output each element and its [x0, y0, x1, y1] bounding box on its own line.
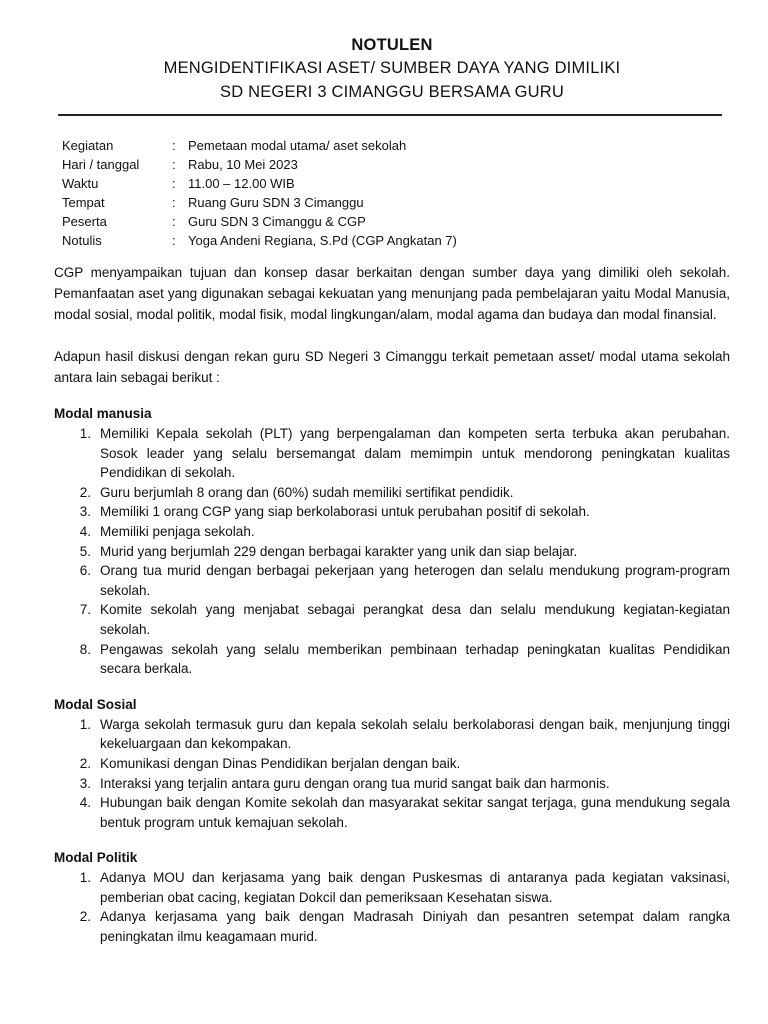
meta-label: Tempat — [62, 195, 105, 210]
list-item — [54, 542, 730, 562]
section-title: Modal Politik — [54, 850, 138, 866]
item-number: 4. — [79, 795, 91, 811]
item-list — [54, 715, 730, 833]
item-text: Komite sekolah yang menjabat sebagai perangkat desa dan selalu mendukung kegiatan-kegiatan sekolah. — [100, 602, 730, 637]
section-modal-sosial — [54, 695, 730, 833]
discussion-paragraph: Adapun hasil diskusi dengan rekan guru SD Negeri 3 Cimanggu terkait pemetaan asset/ modal utama sekolah antara lain sebagai berikut : — [54, 349, 730, 385]
meta-label: Waktu — [62, 176, 99, 191]
list-item — [54, 774, 730, 794]
meta-colon: : — [172, 195, 176, 210]
list-item — [54, 868, 730, 907]
item-number: 3. — [79, 504, 91, 520]
meta-colon: : — [172, 214, 176, 229]
meta-colon: : — [172, 176, 176, 191]
item-list — [54, 868, 730, 946]
list-item — [54, 715, 730, 754]
meta-label: Hari / tanggal — [62, 157, 140, 172]
item-text: Guru berjumlah 8 orang dan (60%) sudah memiliki sertifikat pendidik. — [100, 484, 514, 500]
item-text: Murid yang berjumlah 229 dengan berbagai karakter yang unik dan siap belajar. — [100, 543, 578, 559]
meta-colon: : — [172, 233, 176, 248]
meta-value: 11.00 – 12.00 WIB — [188, 176, 295, 191]
document-header — [54, 34, 730, 104]
meta-value: Rabu, 10 Mei 2023 — [188, 157, 298, 172]
section-title: Modal Sosial — [54, 696, 137, 712]
item-number: 2. — [79, 909, 91, 925]
meta-value: Guru SDN 3 Cimanggu & CGP — [188, 214, 366, 229]
document-subtitle-2: SD NEGERI 3 CIMANGGU BERSAMA GURU — [220, 83, 564, 101]
list-item — [54, 793, 730, 832]
item-number: 3. — [79, 775, 91, 791]
item-text: Orang tua murid dengan berbagai pekerjaan yang heterogen dan selalu mendukung program-program sekolah. — [100, 563, 730, 598]
list-item — [54, 754, 730, 774]
item-number: 2. — [79, 484, 91, 500]
item-number: 4. — [79, 523, 91, 539]
section-modal-manusia — [54, 404, 730, 679]
meta-row-tempat — [62, 193, 730, 212]
item-list — [54, 424, 730, 679]
meta-label: Kegiatan — [62, 138, 114, 153]
meta-row-notulis — [62, 231, 730, 250]
item-number: 5. — [79, 543, 91, 559]
document-subtitle-1: MENGIDENTIFIKASI ASET/ SUMBER DAYA YANG DIMILIKI — [163, 59, 621, 77]
list-item — [54, 483, 730, 503]
meta-colon: : — [172, 157, 176, 172]
meta-value: Pemetaan modal utama/ aset sekolah — [188, 138, 407, 153]
item-number: 7. — [79, 602, 91, 618]
item-number: 1. — [79, 870, 91, 886]
list-item — [54, 522, 730, 542]
item-number: 8. — [79, 641, 91, 657]
item-text: Komunikasi dengan Dinas Pendidikan berjalan dengan baik. — [100, 755, 461, 771]
list-item — [54, 907, 730, 946]
item-text: Memiliki penjaga sekolah. — [100, 523, 255, 539]
meta-value: Yoga Andeni Regiana, S.Pd (CGP Angkatan 7) — [188, 233, 457, 248]
item-number: 6. — [79, 563, 91, 579]
item-number: 2. — [79, 755, 91, 771]
meta-row-kegiatan — [62, 136, 730, 155]
item-text: Memiliki Kepala sekolah (PLT) yang berpengalaman dan kompeten serta terbuka akan perubahan. Sosok leader yang selalu bersemangat dalam memimpin untuk mendorong peningkatan kualitas Pendidikan di sekolah. — [100, 426, 730, 481]
list-item — [54, 640, 730, 679]
list-item — [54, 561, 730, 600]
meta-label: Peserta — [62, 214, 107, 229]
item-text: Warga sekolah termasuk guru dan kepala sekolah selalu berkolaborasi dengan baik, menjunjung tinggi kekeluargaan dan kekompakan. — [100, 716, 730, 752]
section-title: Modal manusia — [54, 406, 152, 421]
item-number: 1. — [79, 426, 91, 441]
header-divider — [58, 114, 722, 116]
list-item — [54, 600, 730, 639]
item-text: Adanya MOU dan kerjasama yang baik dengan Puskesmas di antaranya pada kegiatan vaksinasi, pemberian obat cacing, kegiatan Dokcil dan pemeriksaan Kesehatan siswa. — [100, 870, 730, 905]
meeting-info — [62, 136, 730, 250]
intro-paragraph: CGP menyampaikan tujuan dan konsep dasar berkaitan dengan sumber daya yang dimiliki oleh sekolah. Pemanfaatan aset yang digunakan sebagai kekuatan yang menunjang pada pembelajaran yaitu Modal Manusia, modal sosial, modal politik, modal fisik, modal lingkungan/alam, modal agama dan budaya dan modal finansial. — [54, 265, 730, 322]
meta-row-waktu — [62, 174, 730, 193]
document-title: NOTULEN — [351, 36, 433, 54]
item-number: 1. — [79, 716, 91, 732]
item-text: Hubungan baik dengan Komite sekolah dan masyarakat sekitar sangat terjaga, guna mendukung segala bentuk program untuk kemajuan sekolah. — [100, 795, 730, 830]
item-text: Memiliki 1 orang CGP yang siap berkolaborasi untuk perubahan positif di sekolah. — [100, 504, 590, 520]
item-text: Adanya kerjasama yang baik dengan Madrasah Diniyah dan pesantren setempat dalam rangka peningkatan ilmu keagamaan murid. — [100, 909, 730, 945]
meta-value: Ruang Guru SDN 3 Cimanggu — [188, 195, 364, 210]
list-item — [54, 424, 730, 483]
item-text: Interaksi yang terjalin antara guru dengan orang tua murid sangat baik dan harmonis. — [100, 775, 610, 791]
meta-row-peserta — [62, 212, 730, 231]
meta-colon: : — [172, 138, 176, 153]
meta-label: Notulis — [62, 233, 102, 248]
list-item — [54, 502, 730, 522]
section-modal-politik — [54, 848, 730, 946]
meta-row-hari-tanggal — [62, 155, 730, 174]
item-text: Pengawas sekolah yang selalu memberikan pembinaan terhadap peningkatan kualitas Pendidikan secara berkala. — [100, 641, 730, 677]
